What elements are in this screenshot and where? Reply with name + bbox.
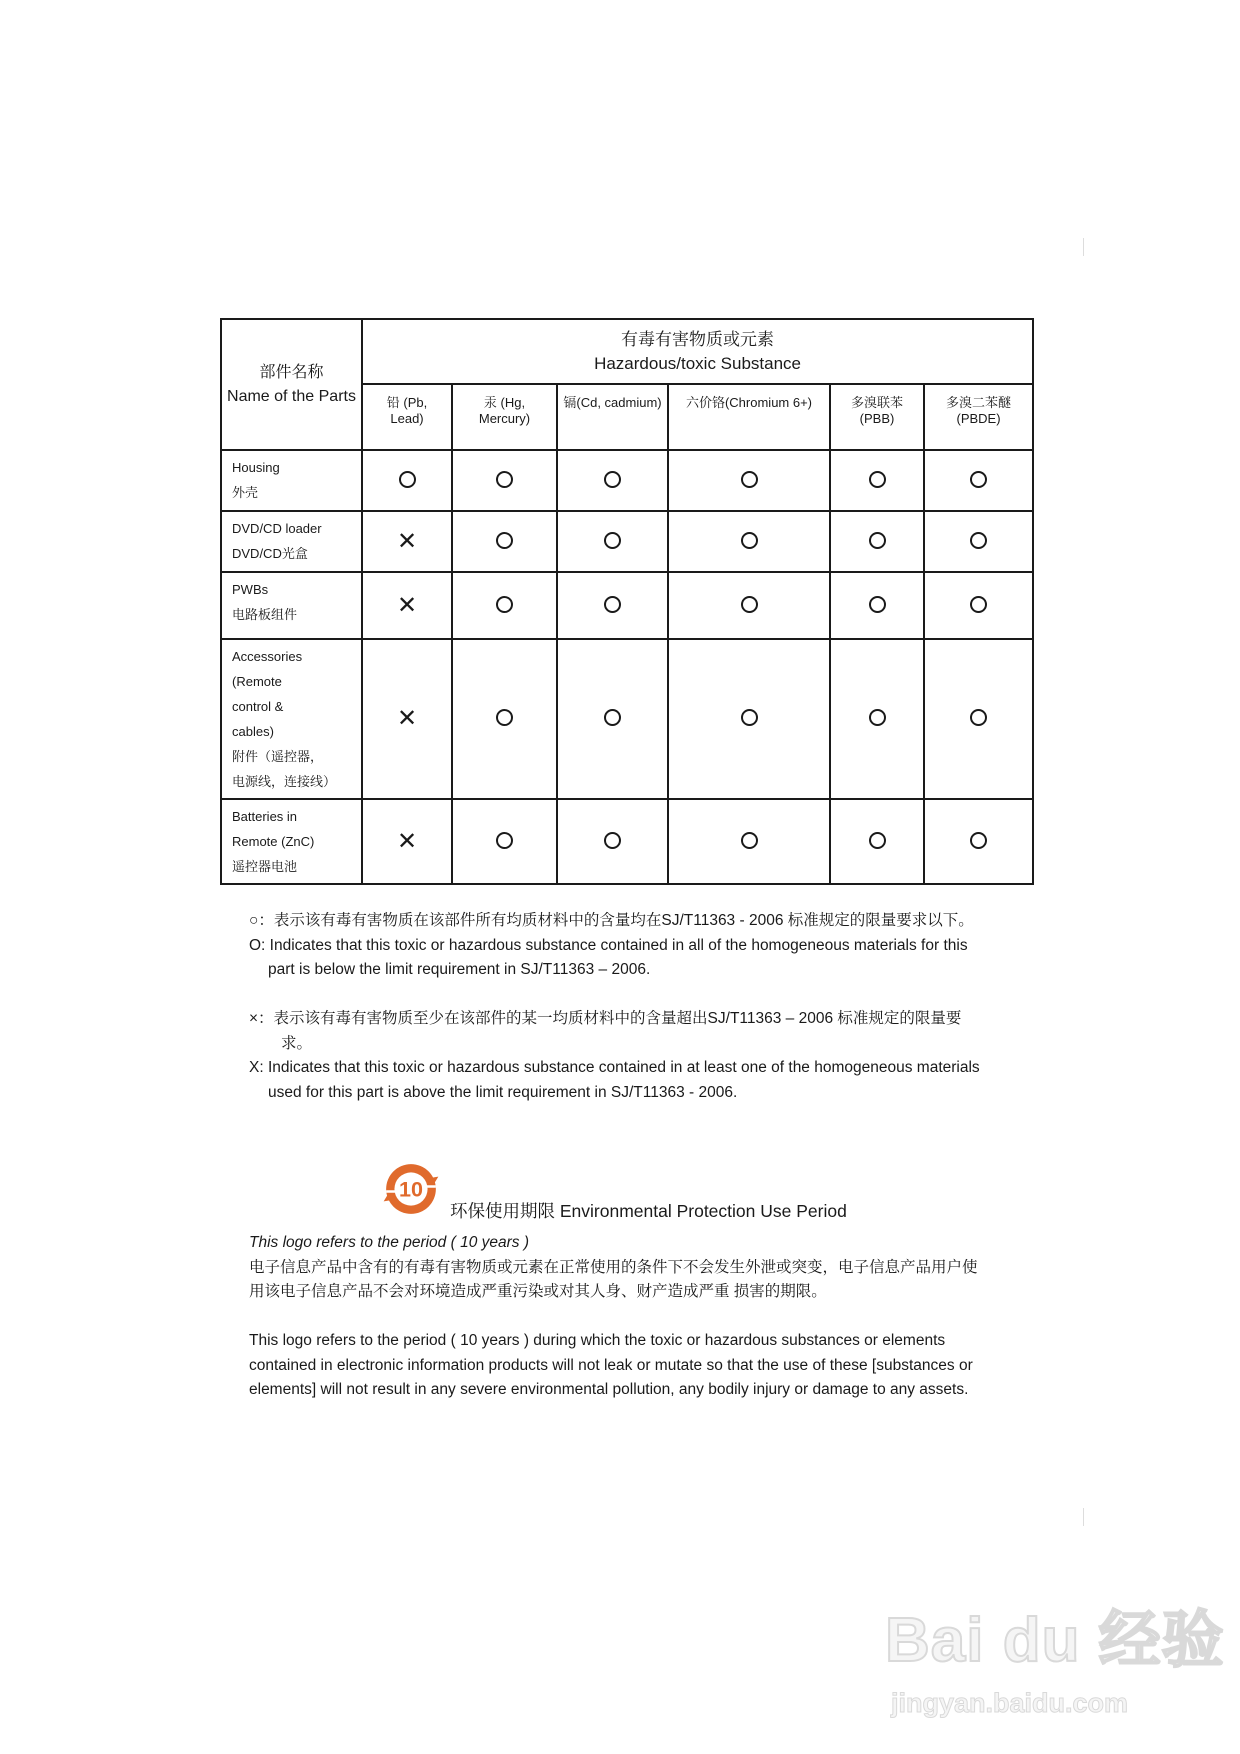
circle-compliant-icon <box>741 532 758 549</box>
cross-exceeds-icon: ✕ <box>396 705 418 732</box>
substance-mark-cell <box>452 511 557 572</box>
table-row <box>221 799 1033 884</box>
part-name-line: 电路板组件 <box>232 607 298 622</box>
circle-compliant-icon <box>869 832 886 849</box>
substance-mark-cell <box>557 511 668 572</box>
epup-10-year-logo <box>382 1160 440 1218</box>
substance-mark-cell <box>924 572 1033 639</box>
circle-compliant-icon <box>869 471 886 488</box>
part-name-line: DVD/CD光盒 <box>232 546 308 561</box>
substance-name: 镉(Cd, cadmium) <box>563 395 662 410</box>
part-name-cell <box>221 572 362 639</box>
circle-compliant-icon <box>741 832 758 849</box>
substance-mark-cell <box>924 511 1033 572</box>
circle-compliant-icon <box>970 832 987 849</box>
circle-compliant-icon <box>496 471 513 488</box>
parts-header <box>221 319 362 450</box>
substance-column-header <box>924 384 1033 450</box>
note-o-en-2: part is below the limit requirement in SJ/T11363 – 2006. <box>268 961 651 978</box>
circle-compliant-icon <box>869 596 886 613</box>
circle-compliant-icon <box>496 532 513 549</box>
substance-header-cn: 有毒有害物质或元素 <box>621 329 775 349</box>
part-name-line: Accessories <box>232 649 303 664</box>
circle-compliant-icon <box>604 709 621 726</box>
substance-mark-cell <box>452 639 557 799</box>
substance-mark-cell <box>924 450 1033 511</box>
substance-mark-cell <box>362 799 452 884</box>
part-name-line: PWBs <box>232 582 269 597</box>
logo-number: 10 <box>399 1177 423 1202</box>
part-name-line: 遥控器电池 <box>232 859 298 874</box>
circle-compliant-icon <box>741 596 758 613</box>
part-name-cell <box>221 799 362 884</box>
substance-name: 汞 (Hg, <box>483 395 526 410</box>
hazardous-substance-table <box>220 318 1034 885</box>
part-name-cell <box>221 511 362 572</box>
note-o-cn: ○：表示该有毒有害物质在该部件所有均质材料中的含量均在SJ/T11363 - 2006 标准规定的限量要求以下。 <box>249 912 974 929</box>
epup-en-3: elements] will not result in any severe environmental pollution, any bodily injury or damage to any assets. <box>249 1381 969 1398</box>
circle-compliant-icon <box>496 832 513 849</box>
part-name-line: cables) <box>232 724 274 739</box>
substance-name: Mercury) <box>478 411 531 426</box>
substance-mark-cell <box>830 511 924 572</box>
substance-mark-cell <box>668 639 830 799</box>
substance-mark-cell <box>830 799 924 884</box>
substance-name: Lead) <box>390 411 424 426</box>
note-o-en-1: O: Indicates that this toxic or hazardous substance contained in all of the homogeneous materials for this <box>249 936 968 954</box>
substance-mark-cell <box>668 572 830 639</box>
epup-en-2: contained in electronic information products will not leak or mutate so that the use of these [substances or <box>249 1356 973 1374</box>
substance-mark-cell <box>557 572 668 639</box>
page-edge-mark <box>1083 238 1084 256</box>
circle-compliant-icon <box>604 532 621 549</box>
legend-notes <box>249 909 1039 1105</box>
circle-compliant-icon <box>741 709 758 726</box>
circle-compliant-icon <box>970 709 987 726</box>
substance-header <box>362 319 1033 384</box>
parts-header-cn: 部件名称 <box>259 363 324 381</box>
circle-compliant-icon <box>399 471 416 488</box>
substance-column-header <box>557 384 668 450</box>
substance-mark-cell <box>924 799 1033 884</box>
part-name-line: Remote (ZnC) <box>232 834 315 849</box>
substance-name: (PBB) <box>859 411 895 426</box>
parts-header-en: Name of the Parts <box>227 387 356 405</box>
circle-compliant-icon <box>496 709 513 726</box>
part-name-line: DVD/CD loader <box>232 521 322 536</box>
table-row <box>221 639 1033 799</box>
substance-header-en: Hazardous/toxic Substance <box>594 353 802 373</box>
epup-cn-2: 用该电子信息产品不会对环境造成严重污染或对其人身、财产造成严重 损害的期限。 <box>249 1283 827 1300</box>
epup-title: 环保使用期限 Environmental Protection Use Period <box>450 1201 847 1221</box>
substance-mark-cell <box>668 511 830 572</box>
substance-mark-cell <box>452 450 557 511</box>
table-row <box>221 450 1033 511</box>
epup-cn-1: 电子信息产品中含有的有毒有害物质或元素在正常使用的条件下不会发生外泄或突变，电子信息产品用户使 <box>249 1258 978 1276</box>
substance-name: 六价铬(Chromium 6+) <box>685 395 813 410</box>
cross-exceeds-icon: ✕ <box>396 527 418 555</box>
circle-compliant-icon <box>970 596 987 613</box>
substance-column-header <box>668 384 830 450</box>
part-name-cell <box>221 639 362 799</box>
part-name-line: 附件（遥控器， <box>232 749 324 764</box>
substance-mark-cell <box>557 799 668 884</box>
circle-compliant-icon <box>741 471 758 488</box>
substance-mark-cell <box>557 450 668 511</box>
note-x-en-1: X: Indicates that this toxic or hazardous substance contained in at least one of the homogeneous materials <box>249 1059 980 1076</box>
cross-exceeds-icon: ✕ <box>396 591 418 619</box>
circle-compliant-icon <box>604 596 621 613</box>
substance-mark-cell <box>830 450 924 511</box>
watermark-url: jingyan.baidu.com <box>891 1688 1129 1718</box>
part-name-line: control & <box>232 699 284 714</box>
epup-italic: This logo refers to the period ( 10 years ) <box>249 1234 529 1251</box>
baidu-watermark <box>885 1575 1225 1745</box>
watermark-brand: Bai du 经验 <box>885 1606 1225 1675</box>
substance-name: 多溴联苯 <box>850 395 903 410</box>
part-name-line: Batteries in <box>232 809 298 824</box>
circle-compliant-icon <box>869 532 886 549</box>
substance-name: (PBDE) <box>956 411 1001 426</box>
part-name-line: Housing <box>232 460 280 475</box>
cross-exceeds-icon: ✕ <box>396 827 418 855</box>
substance-mark-cell <box>362 572 452 639</box>
circle-compliant-icon <box>970 532 987 549</box>
substance-mark-cell <box>668 799 830 884</box>
substance-mark-cell <box>557 639 668 799</box>
substance-mark-cell <box>830 572 924 639</box>
part-name-line: 外壳 <box>232 485 259 500</box>
circle-compliant-icon <box>869 709 886 726</box>
table-row <box>221 572 1033 639</box>
epup-description <box>249 1231 1039 1403</box>
note-x-en-2: used for this part is above the limit requirement in SJ/T11363 - 2006. <box>268 1083 738 1101</box>
table-row <box>221 511 1033 572</box>
substance-mark-cell <box>924 639 1033 799</box>
part-name-cell <box>221 450 362 511</box>
page-edge-mark <box>1083 1508 1084 1526</box>
circle-compliant-icon <box>604 471 621 488</box>
epup-en-1: This logo refers to the period ( 10 years ) during which the toxic or hazardous substances or elements <box>249 1332 946 1349</box>
part-name-line: 电源线，连接线） <box>232 774 337 789</box>
substance-column-header <box>452 384 557 450</box>
substance-mark-cell <box>452 799 557 884</box>
substance-column-header <box>830 384 924 450</box>
note-x-cn-2: 求。 <box>281 1034 313 1052</box>
substance-mark-cell <box>830 639 924 799</box>
substance-mark-cell <box>452 572 557 639</box>
substance-mark-cell <box>362 511 452 572</box>
substance-name: 多溴二苯醚 <box>946 395 1012 410</box>
substance-mark-cell <box>668 450 830 511</box>
substance-column-header <box>362 384 452 450</box>
substance-mark-cell <box>362 639 452 799</box>
circle-compliant-icon <box>970 471 987 488</box>
note-x-cn-1: ×：表示该有毒有害物质至少在该部件的某一均质材料中的含量超出SJ/T11363 – 2006 标准规定的限量要 <box>249 1010 962 1027</box>
circle-compliant-icon <box>604 832 621 849</box>
part-name-line: (Remote <box>232 674 282 689</box>
circle-compliant-icon <box>496 596 513 613</box>
substance-mark-cell <box>362 450 452 511</box>
substance-name: 铅 (Pb, <box>386 395 428 410</box>
